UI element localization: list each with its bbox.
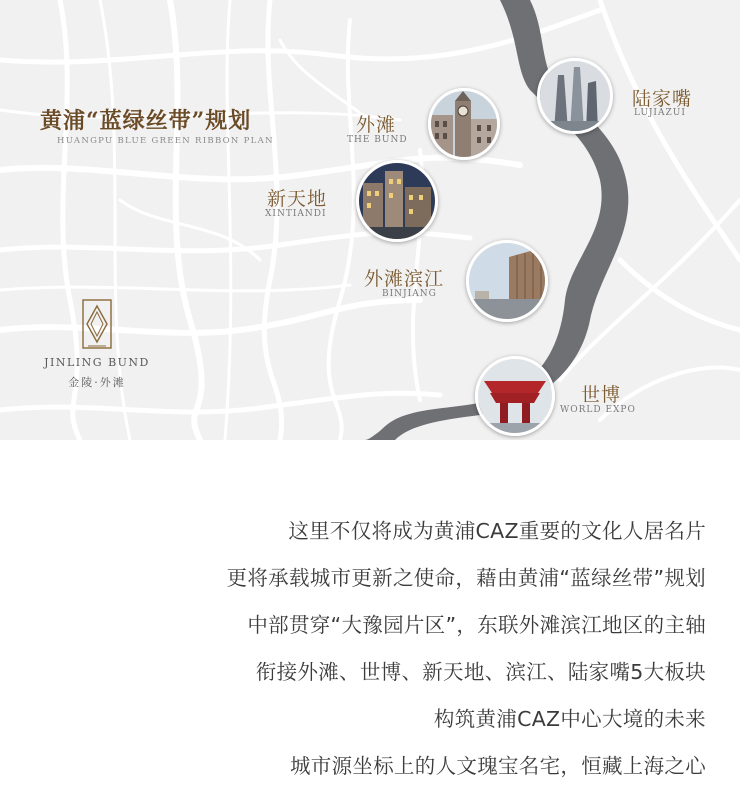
brand-name-en: JINLING BUND bbox=[44, 356, 150, 369]
clock-tower-photo bbox=[431, 91, 497, 157]
expo-label: 世博 bbox=[581, 384, 622, 406]
lujiazui-label-en: LUJIAZUI bbox=[634, 108, 686, 118]
binjiang-label-en: BINJIANG bbox=[382, 289, 437, 299]
xintiandi-label: 新天地 bbox=[267, 188, 328, 210]
map-title: 黄浦“蓝绿丝带”规划 bbox=[40, 108, 252, 134]
text-line: 中部贯穿“大豫园片区”，东联外滩滨江地区的主轴 bbox=[247, 613, 706, 637]
lujiazui-photo bbox=[537, 58, 613, 134]
bund-label-en: THE BUND bbox=[347, 135, 408, 145]
binjiang-photo bbox=[466, 240, 548, 322]
xintiandi-photo bbox=[356, 160, 438, 242]
diamond-emblem-icon bbox=[42, 296, 152, 352]
bund-photo bbox=[428, 88, 500, 160]
text-line: 这里不仅将成为黄浦CAZ重要的文化人居名片 bbox=[288, 519, 706, 543]
expo-photo bbox=[475, 356, 555, 436]
description-text bbox=[0, 440, 740, 796]
map-subtitle: HUANGPU BLUE GREEN RIBBON PLAN bbox=[57, 136, 274, 146]
binjiang-label: 外滩滨江 bbox=[364, 268, 445, 290]
skyscraper-photo bbox=[540, 61, 610, 131]
text-line: 构筑黄浦CAZ中心大境的未来 bbox=[433, 707, 706, 731]
lujiazui-label: 陆家嘴 bbox=[632, 88, 693, 110]
text-line: 更将承载城市更新之使命，藉由黄浦“蓝绿丝带”规划 bbox=[226, 566, 706, 590]
riverside-building-photo bbox=[469, 243, 545, 319]
night-street-photo bbox=[359, 163, 435, 239]
xintiandi-label-en: XINTIANDI bbox=[265, 209, 327, 219]
text-line: 衔接外滩、世博、新天地、滨江、陆家嘴5大板块 bbox=[255, 660, 706, 684]
bund-label: 外滩 bbox=[356, 114, 397, 136]
brand-name-cn: 金陵·外滩 bbox=[68, 376, 126, 389]
text-line: 城市源坐标上的人文瑰宝名宅，恒藏上海之心 bbox=[290, 754, 706, 778]
brand-logo bbox=[42, 296, 152, 356]
expo-label-en: WORLD EXPO bbox=[560, 405, 636, 415]
china-pavilion-photo bbox=[478, 359, 552, 433]
